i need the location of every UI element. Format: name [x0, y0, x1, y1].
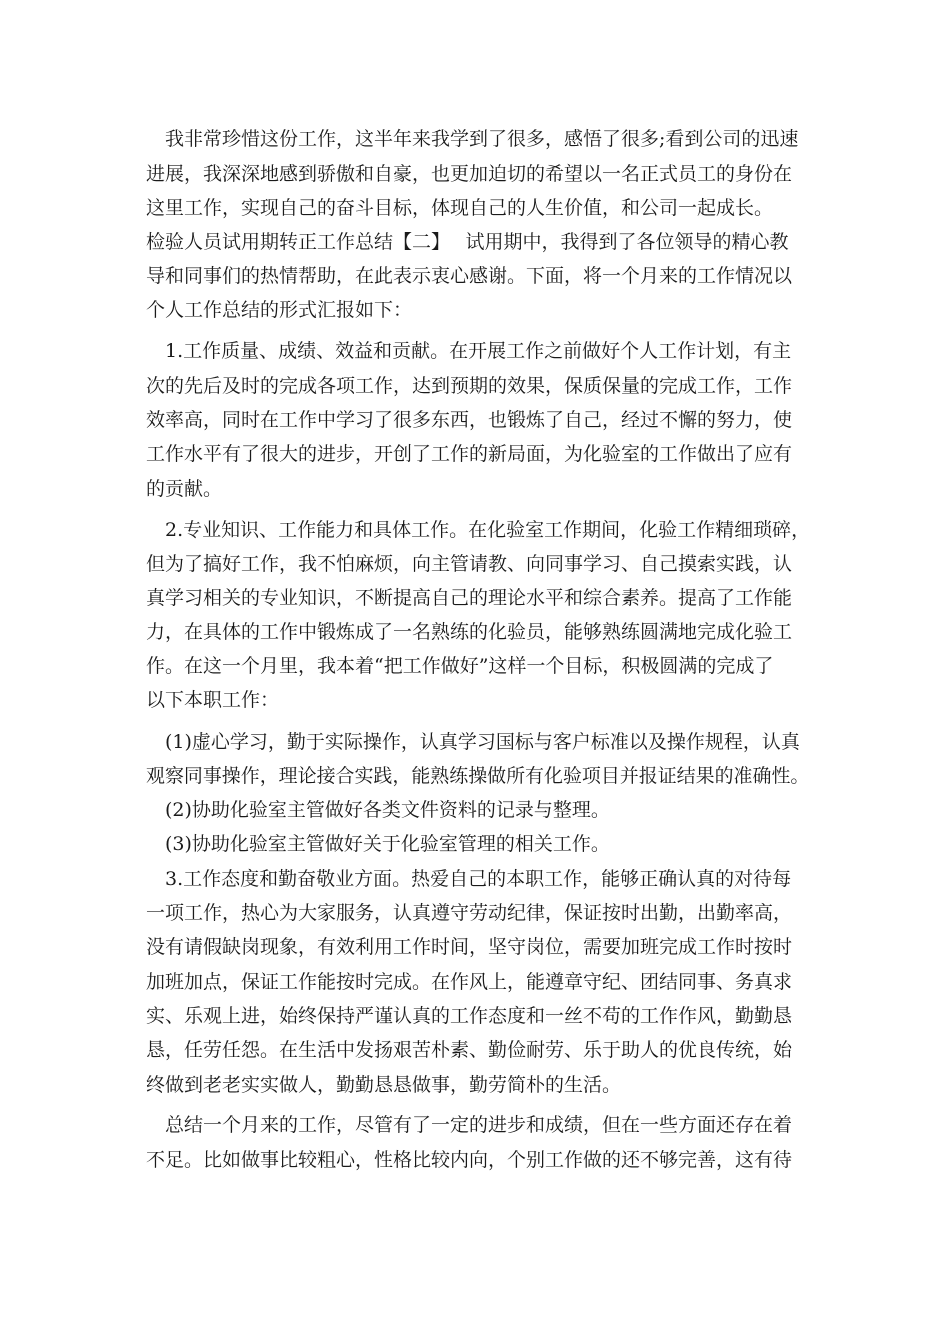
text-line: 恳，任劳任怨。在生活中发扬艰苦朴素、勤俭耐劳、乐于助人的优良传统，始 — [146, 1039, 793, 1061]
text-line: 次的先后及时的完成各项工作，达到预期的效果，保质保量的完成工作，工作 — [146, 375, 793, 397]
text-line: 一项工作，热心为大家服务，认真遵守劳动纪律，保证按时出勤，出勤率高， — [146, 902, 793, 924]
text-line: 进展，我深深地感到骄傲和自豪，也更加迫切的希望以一名正式员工的身份在 — [146, 163, 793, 185]
text-line: (1)虚心学习，勤于实际操作，认真学习国标与客户标准以及操作规程，认真 — [165, 731, 800, 753]
text-line: 总结一个月来的工作，尽管有了一定的进步和成绩，但在一些方面还存在着 — [165, 1114, 793, 1136]
text-line: 检验人员试用期转正工作总结【二】 试用期中，我得到了各位领导的精心教 — [146, 231, 789, 253]
text-line: 的贡献。 — [146, 478, 223, 500]
text-line: 加班加点，保证工作能按时完成。在作风上，能遵章守纪、团结同事、务真求 — [146, 971, 793, 993]
text-line: 这里工作，实现自己的奋斗目标，体现自己的人生价值，和公司一起成长。 — [146, 197, 774, 219]
text-line: 2.专业知识、工作能力和具体工作。在化验室工作期间，化验工作精细琐碎， — [165, 519, 811, 541]
text-line: (3)协助化验室主管做好关于化验室管理的相关工作。 — [165, 833, 610, 855]
text-line: 效率高，同时在工作中学习了很多东西，也锻炼了自己，经过不懈的努力，使 — [146, 409, 793, 431]
text-line: 工作水平有了很大的进步，开创了工作的新局面，为化验室的工作做出了应有 — [146, 443, 793, 465]
text-line: 我非常珍惜这份工作，这半年来我学到了很多，感悟了很多;看到公司的迅速 — [165, 128, 799, 150]
text-line: 终做到老老实实做人，勤勤恳恳做事，勤劳简朴的生活。 — [146, 1074, 622, 1096]
text-line: 实、乐观上进，始终保持严谨认真的工作态度和一丝不苟的工作作风，勤勤恳 — [146, 1005, 793, 1027]
text-line: 个人工作总结的形式汇报如下： — [146, 299, 413, 321]
text-line: 1.工作质量、成绩、效益和贡献。在开展工作之前做好个人工作计划，有主 — [165, 340, 792, 362]
text-line: 没有请假缺岗现象，有效利用工作时间，坚守岗位，需要加班完成工作时按时 — [146, 936, 793, 958]
text-line: 导和同事们的热情帮助，在此表示衷心感谢。下面，将一个月来的工作情况以 — [146, 265, 793, 287]
text-line: 观察同事操作，理论接合实践，能熟练操做所有化验项目并报证结果的准确性。 — [146, 765, 810, 787]
text-line: 以下本职工作： — [146, 689, 280, 711]
text-line: 但为了搞好工作，我不怕麻烦，向主管请教、向同事学习、自己摸索实践，认 — [146, 553, 793, 575]
text-line: 作。在这一个月里，我本着“把工作做好”这样一个目标，积极圆满的完成了 — [146, 655, 774, 677]
text-line: 不足。比如做事比较粗心，性格比较内向，个别工作做的还不够完善，这有待 — [146, 1149, 793, 1171]
text-line: (2)协助化验室主管做好各类文件资料的记录与整理。 — [165, 799, 610, 821]
text-line: 3.工作态度和勤奋敬业方面。热爱自己的本职工作，能够正确认真的对待每 — [165, 868, 792, 890]
text-line: 真学习相关的专业知识，不断提高自己的理论水平和综合素养。提高了工作能 — [146, 587, 793, 609]
text-line: 力，在具体的工作中锻炼成了一名熟练的化验员，能够熟练圆满地完成化验工 — [146, 621, 793, 643]
